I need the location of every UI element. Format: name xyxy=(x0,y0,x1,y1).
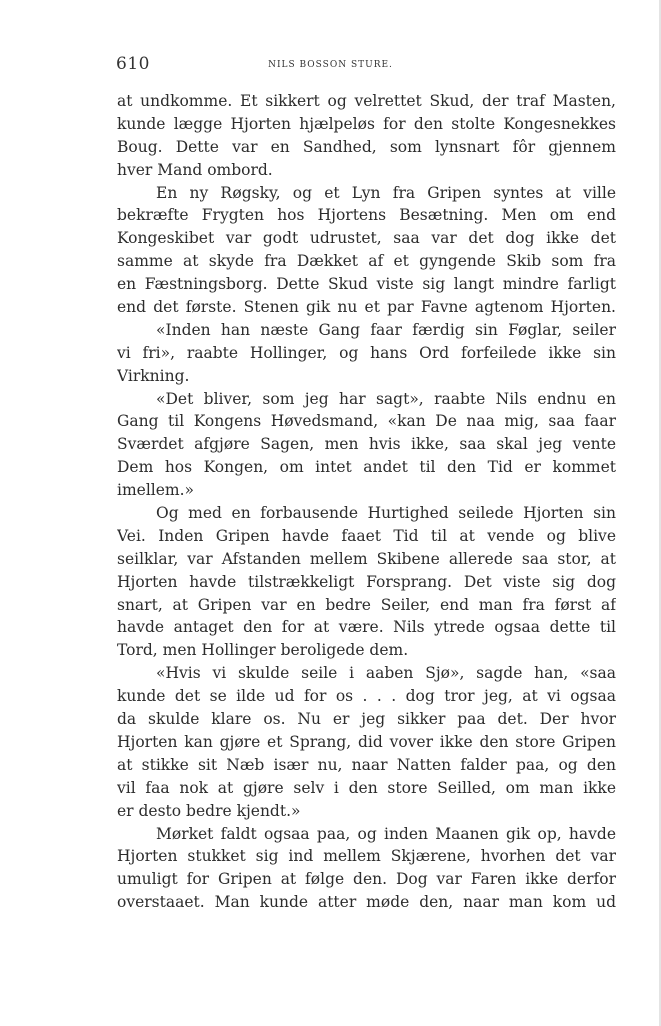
text-line: da skulde klare os. Nu er jeg sikker paa det. Der hvor xyxy=(117,710,616,729)
text-line: En ny Røgsky, og et Lyn fra Gripen syntes at ville xyxy=(156,183,616,202)
text-line: Dem hos Kongen, om intet andet til den Tid er kommet xyxy=(117,458,616,477)
text-line: Mørket faldt ogsaa paa, og inden Maanen gik op, havde xyxy=(156,824,616,843)
text-line: Sværdet afgjøre Sagen, men hvis ikke, saa skal jeg vente xyxy=(117,435,616,454)
text-line: Boug. Dette var en Sandhed, som lynsnart fôr gjennem xyxy=(117,137,616,156)
text-line: samme at skyde fra Dækket af et gyngende Skib som fra xyxy=(117,252,616,271)
text-line: overstaaet. Man kunde atter møde den, naar man kom ud xyxy=(117,893,616,912)
text-line: snart, at Gripen var en bedre Seiler, end man fra først af xyxy=(117,595,616,614)
text-line: havde antaget den for at være. Nils ytrede ogsaa dette til xyxy=(117,618,616,637)
text-line: Virkning. xyxy=(117,366,190,385)
page-number: 610 xyxy=(116,54,150,74)
text-line: «Det bliver, som jeg har sagt», raabte Nils endnu en xyxy=(156,389,616,408)
text-line: Tord, men Hollinger beroligede dem. xyxy=(117,641,409,660)
running-head: NILS BOSSON STURE. xyxy=(268,60,393,70)
text-line: vil faa nok at gjøre selv i den store Seilled, om man ikke xyxy=(117,778,616,797)
text-line: Hjorten havde tilstrækkeligt Forsprang. Det viste sig dog xyxy=(117,572,616,591)
text-line: Vei. Inden Gripen havde faaet Tid til at vende og blive xyxy=(117,526,616,545)
text-line: hver Mand ombord. xyxy=(117,160,273,179)
text-line: at stikke sit Næb især nu, naar Natten falder paa, og den xyxy=(117,755,616,774)
text-line: Hjorten stukket sig ind mellem Skjærene, hvorhen det var xyxy=(117,847,616,866)
text-line: «Hvis vi skulde seile i aaben Sjø», sagde han, «saa xyxy=(156,664,616,683)
text-line: kunde det se ilde ud for os . . . dog tror jeg, at vi ogsaa xyxy=(117,687,616,706)
body-text xyxy=(117,90,616,914)
text-line: umuligt for Gripen at følge den. Dog var Faren ikke derfor xyxy=(117,870,616,889)
text-line: vi fri», raabte Hollinger, og hans Ord forfeilede ikke sin xyxy=(117,343,616,362)
text-line: kunde lægge Hjorten hjælpeløs for den stolte Kongesnekkes xyxy=(117,114,616,133)
text-line: end det første. Stenen gik nu et par Favne agtenom Hjorten. xyxy=(117,298,616,317)
text-line: seilklar, var Afstanden mellem Skibene allerede saa stor, at xyxy=(117,549,616,568)
text-line: Hjorten kan gjøre et Sprang, did vover ikke den store Gripen xyxy=(117,732,616,751)
text-line: at undkomme. Et sikkert og velrettet Skud, der traf Masten, xyxy=(117,92,616,110)
text-line: er desto bedre kjendt.» xyxy=(117,801,301,820)
text-line: Kongeskibet var godt udrustet, saa var det dog ikke det xyxy=(117,229,616,248)
text-line: «Inden han næste Gang faar færdig sin Føglar, seiler xyxy=(156,320,616,339)
text-line: bekræfte Frygten hos Hjortens Besætning. Men om end xyxy=(117,206,616,225)
text-line: Og med en forbausende Hurtighed seilede Hjorten sin xyxy=(156,504,616,523)
text-line: imellem.» xyxy=(117,481,195,500)
text-line: Gang til Kongens Høvedsmand, «kan De naa mig, saa faar xyxy=(117,412,616,431)
text-line: en Fæstningsborg. Dette Skud viste sig langt mindre farligt xyxy=(117,275,616,294)
